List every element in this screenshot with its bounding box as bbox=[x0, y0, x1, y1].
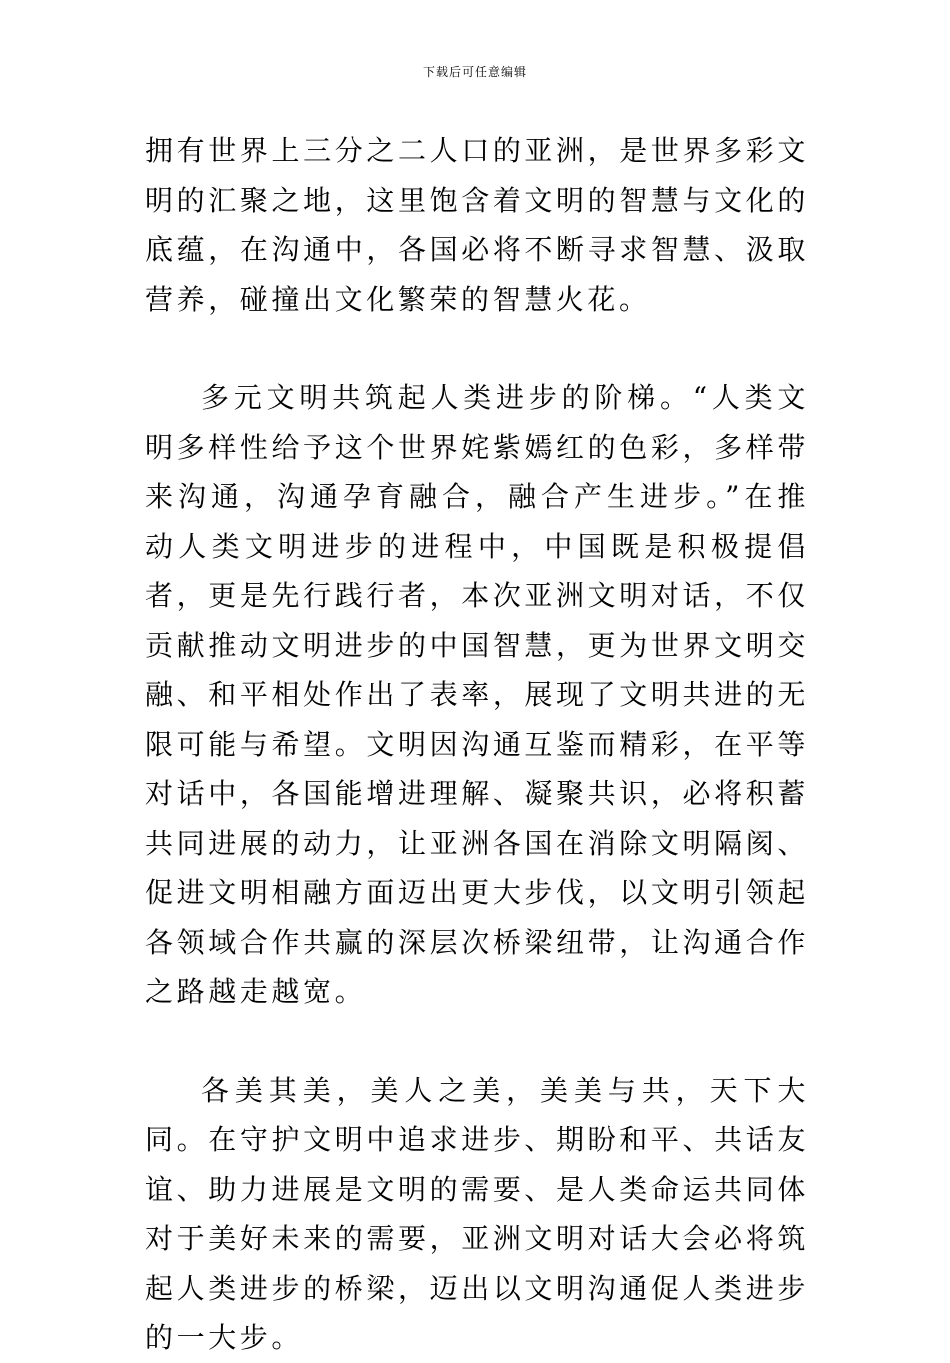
page-header-note: 下载后可任意编辑 bbox=[422, 65, 527, 79]
paragraph-2: 多元文明共筑起人类进步的阶梯。“人类文明多样性给予这个世界姹紫嫣红的色彩，多样带来沟通，沟通孕育融合，融合产生进步。”在推动人类文明进步的进程中，中国既是积极提倡者，更是先行践行者，本次亚洲文明对话，不仅贡献推动文明进步的中国智慧，更为世界文明交融、和平相处作出了表率，展现了文明共进的无限可能与希望。文明因沟通互鉴而精彩，在平等对话中，各国能增进理解、凝聚共识，必将积蓄共同进展的动力，让亚洲各国在消除文明隔阂、促进文明相融方面迈出更大步伐，以文明引领起各领域合作共赢的深层次桥梁纽带，让沟通合作之路越走越宽。 bbox=[145, 381, 809, 1008]
paragraph-1: 拥有世界上三分之二人口的亚洲，是世界多彩文明的汇聚之地，这里饱含着文明的智慧与文化的底蕴，在沟通中，各国必将不断寻求智慧、汲取营养，碰撞出文化繁荣的智慧火花。 bbox=[145, 134, 809, 316]
document-body bbox=[145, 126, 809, 1363]
paragraph-3: 各美其美，美人之美，美美与共，天下大同。在守护文明中追求进步、期盼和平、共话友谊、助力进展是文明的需要、是人类命运共同体对于美好未来的需要，亚洲文明对话大会必将筑起人类进步的桥梁，迈出以文明沟通促人类进步的一大步。 bbox=[145, 1073, 809, 1354]
